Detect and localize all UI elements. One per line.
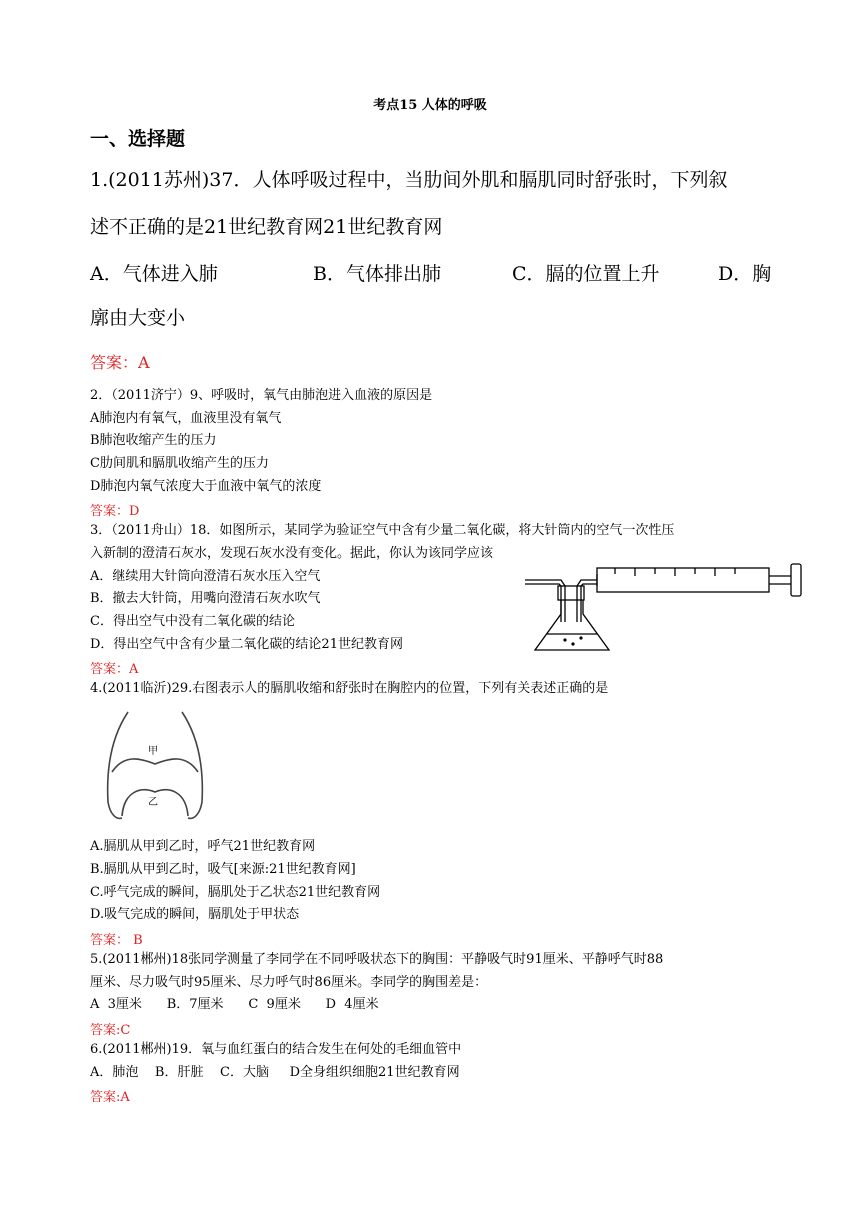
q4-answer: 答案： B bbox=[90, 933, 143, 948]
q1-stem-line1: 1.(2011苏州)37．人体呼吸过程中，当肋间外肌和膈肌同时舒张时，下列叙 bbox=[90, 169, 728, 191]
q4-option-d: D.吸气完成的瞬间，膈肌处于甲状态 bbox=[90, 907, 300, 922]
q1-option-a: A．气体进入肺 bbox=[90, 263, 218, 285]
q3-stem-line1: 3．（2011舟山）18．如图所示，某同学为验证空气中含有少量二氧化碳，将大针筒内的空气一次性压 bbox=[90, 523, 675, 538]
diaphragm-label-jia: 甲 bbox=[148, 746, 158, 757]
q1-stem-line2: 述不正确的是21世纪教育网21世纪教育网 bbox=[90, 216, 443, 238]
q2-option-b: B肺泡收缩产生的压力 bbox=[90, 433, 217, 448]
q5-stem-line2: 厘米、尽力吸气时95厘米、尽力呼气时86厘米。李同学的胸围差是： bbox=[90, 975, 488, 990]
q1-option-c: C．膈的位置上升 bbox=[512, 263, 660, 285]
q4-option-a: A.膈肌从甲到乙时，呼气21世纪教育网 bbox=[90, 839, 316, 854]
q3-option-d: D．得出空气中含有少量二氧化碳的结论21世纪教育网 bbox=[90, 637, 403, 652]
diaphragm-label-yi: 乙 bbox=[148, 797, 158, 808]
q5-options: A 3厘米 B．7厘米 C 9厘米 D 4厘米 bbox=[90, 997, 379, 1012]
q3-option-a: A．继续用大针筒向澄清石灰水压入空气 bbox=[90, 569, 321, 584]
q2-option-d: D肺泡内氧气浓度大于血液中氧气的浓度 bbox=[90, 479, 322, 494]
q1-answer: 答案：A bbox=[90, 353, 150, 372]
q1-stem-line4: 廓由大变小 bbox=[90, 307, 186, 329]
q3-stem-line2: 入新制的澄清石灰水，发现石灰水没有变化。据此，你认为该同学应该 bbox=[90, 546, 494, 561]
q4-stem: 4.(2011临沂)29.右图表示人的膈肌收缩和舒张时在胸腔内的位置，下列有关表述正确的是 bbox=[90, 681, 609, 696]
q2-answer: 答案：D bbox=[90, 504, 140, 519]
q5-stem-line1: 5.(2011郴州)18张同学测量了李同学在不同呼吸状态下的胸围：平静吸气时91厘米、平静呼气时88 bbox=[90, 952, 664, 967]
q1-option-b: B．气体排出肺 bbox=[313, 263, 441, 285]
q2-option-a: A肺泡内有氧气，血液里没有氧气 bbox=[90, 411, 282, 426]
syringe-flask-figure bbox=[525, 558, 810, 658]
q4-option-b: B.膈肌从甲到乙时，吸气[来源:21世纪教育网] bbox=[90, 862, 356, 877]
q2-stem: 2．（2011济宁）9、呼吸时，氧气由肺泡进入血液的原因是 bbox=[90, 388, 433, 403]
q4-option-c: C.呼气完成的瞬间，膈肌处于乙状态21世纪教育网 bbox=[90, 885, 381, 900]
q1-option-d: D．胸 bbox=[718, 263, 772, 285]
q6-stem: 6.(2011郴州)19．氧与血红蛋白的结合发生在何处的毛细血管中 bbox=[90, 1042, 462, 1057]
page-title: 考点15 人体的呼吸 bbox=[373, 98, 487, 113]
q3-option-b: B．撤去大针筒，用嘴向澄清石灰水吹气 bbox=[90, 591, 321, 606]
section-heading: 一、选择题 bbox=[90, 128, 186, 150]
q3-answer: 答案：A bbox=[90, 662, 139, 677]
q5-answer: 答案:C bbox=[90, 1023, 131, 1038]
q6-options: A．肺泡 B．肝脏 C．大脑 D全身组织细胞21世纪教育网 bbox=[90, 1065, 460, 1080]
q6-answer: 答案:A bbox=[90, 1090, 130, 1105]
q2-option-c: C肋间肌和膈肌收缩产生的压力 bbox=[90, 456, 269, 471]
q3-option-c: C．得出空气中没有二氧化碳的结论 bbox=[90, 614, 295, 629]
